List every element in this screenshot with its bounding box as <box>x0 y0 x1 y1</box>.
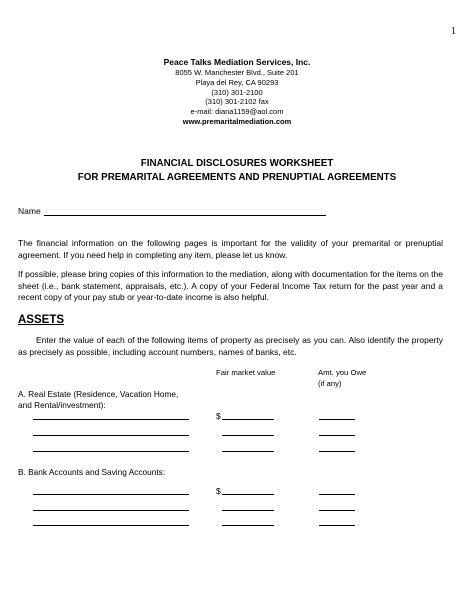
bank-account-description-field-1[interactable] <box>33 494 189 495</box>
bank-account-owed-field-1[interactable] <box>319 494 355 495</box>
real-estate-owed-field-2[interactable] <box>319 435 355 436</box>
real-estate-owed-field-3[interactable] <box>319 451 355 452</box>
bank-account-owed-field-2[interactable] <box>319 510 355 511</box>
section-a-real-estate <box>18 389 178 411</box>
bank-account-description-field-2[interactable] <box>33 510 189 511</box>
section-a-label-line-2: and Rental/investment): <box>18 400 106 410</box>
amount-owed-header-line-2: (if any) <box>318 378 342 388</box>
title-line-1: FINANCIAL DISCLOSURES WORKSHEET <box>140 158 334 169</box>
dollar-sign: $ <box>216 411 221 421</box>
title-line-2: FOR PREMARITAL AGREEMENTS AND PRENUPTIAL AGREEMENTS <box>77 172 397 183</box>
section-b-bank-accounts: B. Bank Accounts and Saving Accounts: <box>18 467 166 477</box>
assets-instructions: Enter the value of each of the following items of property as precisely as you can. Also identify the property as precisely as possible, including account numbers, names of banks, etc. <box>18 335 443 357</box>
real-estate-value-field-1[interactable] <box>222 419 274 420</box>
real-estate-value-field-3[interactable] <box>222 451 274 452</box>
real-estate-value-field-2[interactable] <box>222 435 274 436</box>
intro-paragraph: The financial information on the following pages is important for the validity of your premarital or prenuptial agreement. If you need help in completing any item, please let us know. <box>18 238 443 260</box>
real-estate-description-field-2[interactable] <box>33 435 189 436</box>
name-field-line[interactable] <box>44 206 326 216</box>
assets-heading: ASSETS <box>18 314 65 326</box>
real-estate-description-field-1[interactable] <box>33 419 189 420</box>
bank-account-owed-field-3[interactable] <box>319 525 355 526</box>
page-number: 1 <box>451 26 456 37</box>
address-line-1: 8055 W. Manchester Blvd., Suite 201 <box>175 68 299 77</box>
document-title <box>0 157 474 185</box>
email: e-mail: diana1159@aol.com <box>190 107 284 117</box>
documents-paragraph: If possible, please bring copies of this information to the mediation, along with documentation for the items on the sheet (i.e., bank statement, appraisals, etc.). A copy of your Federal Income Tax return for the past year and a recent copy of your pay stub or year-to-date income is also helpful. <box>18 269 443 302</box>
bank-account-value-field-1[interactable] <box>222 494 274 495</box>
name-row <box>18 206 326 216</box>
address-line-2: Playa del Rey, CA 90293 <box>195 77 279 87</box>
amount-owed-header <box>318 368 366 389</box>
phone: (310) 301-2100 <box>211 87 263 97</box>
bank-account-description-field-3[interactable] <box>33 525 189 526</box>
website: www.premaritalmediation.com <box>182 116 292 126</box>
real-estate-owed-field-1[interactable] <box>319 419 355 420</box>
section-a-label-line-1: A. Real Estate (Residence, Vacation Home, <box>18 389 179 399</box>
name-label: Name <box>18 206 41 216</box>
fair-market-value-header: Fair market value <box>216 368 276 377</box>
bank-account-value-field-2[interactable] <box>222 510 274 511</box>
amount-owed-header-line-1: Amt. you Owe <box>318 368 367 377</box>
letterhead <box>0 56 474 127</box>
company-name: Peace Talks Mediation Services, Inc. <box>163 57 311 67</box>
fax: (310) 301-2102 fax <box>205 97 269 107</box>
bank-account-value-field-3[interactable] <box>222 525 274 526</box>
real-estate-description-field-3[interactable] <box>33 451 189 452</box>
dollar-sign: $ <box>216 486 221 496</box>
